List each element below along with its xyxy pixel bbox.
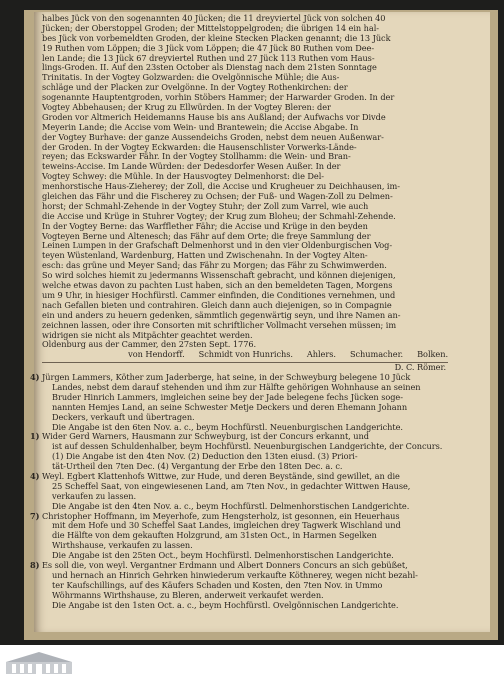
text-line: die Accise und Krüge in Stuhrer Vogtey; der Krug zum Bloheu; der Schmahl-Zehende. bbox=[42, 210, 396, 221]
document-text bbox=[30, 13, 488, 610]
entry-line: mit dem Hofe und 30 Scheffel Saat Landes, imgleichen drey Tagwerk Wischland und bbox=[52, 520, 401, 531]
entry-number: 7) bbox=[30, 510, 40, 521]
entry-line: Die Angabe ist den 6ten Nov. a. c., beym Hochfürstl. Neuenburgischen Landgerichte. bbox=[52, 421, 403, 432]
entry-number: 4) bbox=[30, 372, 40, 383]
text-line: esch: das grüne und Meyer Sand; das Fähr zu Morgen; das Fähr zu Schwimwerden. bbox=[42, 260, 387, 271]
rubric-name: D. C. Römer. bbox=[394, 362, 446, 373]
text-line: der Vogtey Burhave: der ganze Aussendeichs Groden, nebst dem neuen Außenwar- bbox=[42, 131, 384, 142]
announcement-entry bbox=[30, 470, 488, 512]
text-line: sogenannte Hauptentgroden, vorhin Stöbers Hammer; der Harwarder Groden. In der bbox=[42, 92, 395, 103]
viewer-footer bbox=[0, 645, 504, 679]
signatory-name: Ahlers. bbox=[306, 349, 336, 360]
entry-line bbox=[30, 560, 488, 571]
text-line: Meyerin Lande; die Accise vom Wein- und Brantewein; die Accise Abgabe. In bbox=[42, 121, 359, 132]
text-line: widrigen sie nicht als Mitpächter geachtet werden. bbox=[42, 329, 253, 340]
announcement-entry bbox=[30, 372, 488, 432]
text-line: len Lande; die 13 Jück 67 dreyviertel Ruthen und 27 Jück 113 Ruthen vom Haus- bbox=[42, 52, 375, 63]
text-line: 19 Ruthen vom Löppen; die 3 Jück vom Löppen; die 47 Jück 80 Ruthen vom Dee- bbox=[42, 42, 375, 53]
text-line: bes Jück von vorbemeldten Groden, der kleine Stecken Placken genannt; die 13 Jück bbox=[42, 32, 391, 43]
text-line: Jücken; der Oberstoppel Groden; der Mittelstoppelgroden; die übrigen 14 ein hal- bbox=[42, 22, 380, 33]
signatory-name: Schmidt von Hunrichs. bbox=[198, 349, 293, 360]
text-line: schläge und der Placken zur Ovelgönne. In der Vogtey Rothenkirchen: der bbox=[42, 82, 348, 93]
text-line: Trinitatis. In der Vogtey Golzwarden: die Ovelgönnische Mühle; die Aus- bbox=[42, 72, 340, 83]
text-line: zeichnen lassen, oder ihre Consorten mit schriftlicher Vollmacht versehen müssen; im bbox=[42, 319, 397, 330]
text-line: teweins-Accise. Im Lande Würden: der Dedesdorfer Wesen Außer. In der bbox=[42, 161, 341, 172]
entry-number: 4) bbox=[30, 470, 40, 481]
entry-line bbox=[30, 431, 488, 442]
text-line: halbes Jück von den sogenannten 40 Jücken; die 11 dreyviertel Jück von solchen 40 bbox=[42, 13, 386, 23]
entry-line: Bruder Hinrich Lammers, imgleichen seine bey der Jade belegene fechs Jücken soge- bbox=[52, 391, 403, 402]
signatory-name: Bolken. bbox=[417, 349, 448, 360]
entry-number: 1) bbox=[30, 431, 40, 442]
entry-line: Deckers, verkauft und übertragen. bbox=[52, 411, 195, 422]
entry-text: Jürgen Lammers, Köther zum Jaderberge, hat seine, in der Schweyburg belegene 10 Jück bbox=[42, 372, 411, 383]
signatory-name: von Hendorff. bbox=[128, 349, 185, 360]
announcement-entries bbox=[30, 372, 488, 610]
entry-line bbox=[30, 510, 488, 522]
entry-line bbox=[30, 470, 488, 482]
text-line: Leinen Lumpen in der Grafschaft Delmenhorst und in den vier Oldenburgischen Vog- bbox=[42, 240, 393, 251]
entry-line: (1) Die Angabe ist den 4ten Nov. (2) Deduction den 13ten eiusd. (3) Priori- bbox=[52, 451, 358, 462]
entry-text: Es soll die, von weyl. Vergantner Erdmann und Albert Donners Concurs an sich gebüßet, bbox=[42, 560, 408, 570]
entry-line: ist auf dessen Schuldenhalber, beym Hochfürstl. Neuenburgischen Landgerichte, der Concurs. bbox=[52, 441, 443, 452]
entry-line: verkaufen zu lassen. bbox=[52, 490, 137, 501]
text-line: Groden vor Altmerich Heidemanns Hause bis ans Außland; der Aufwachs vor Divde bbox=[42, 111, 386, 122]
text-line: So wird solches hiemit zu jedermanns Wissenschaft gebracht, und können diejenigen, bbox=[42, 270, 396, 281]
entry-text: Weyl. Egbert Klattenhofs Wittwe, zur Hude, und deren Beystände, sind gewillet, an die bbox=[42, 470, 400, 481]
entry-text: Wider Gerd Warners, Hausmann zur Schweyburg, ist der Concurs erkannt, und bbox=[42, 431, 369, 442]
text-line: welche etwas davon zu pachten Lust haben, sich an den bemeldeten Tagen, Morgens bbox=[42, 280, 393, 291]
announcement-entry bbox=[30, 431, 488, 472]
text-line: um 9 Uhr, in hiesiger Hochfürstl. Cammer einfinden, die Conditiones vernehmen, und bbox=[42, 289, 396, 300]
text-line: menhorstische Haus-Zieherey; der Zoll, die Accise und Krugheuer zu Deichhausen, im- bbox=[42, 181, 400, 192]
entry-line: ter Kaufschillings, auf des Käufers Schaden und Kosten, den 7ten Nov. in Ummo bbox=[52, 579, 383, 590]
text-line: ein und anders zu heuern gedenken, sämmtlich gegenwärtig seyn, und ihre Namen an- bbox=[42, 309, 401, 320]
entry-line: Wöhrmanns Wirthshause, zu Bleren, anderweit verkaufet werden. bbox=[52, 589, 324, 600]
signatory-name: Schumacher. bbox=[349, 349, 404, 360]
entry-line: 25 Scheffel Saat, von eingewiesenen Land, am 7ten Nov., in gedachter Wittwen Hause, bbox=[52, 480, 411, 491]
entry-number: 8) bbox=[30, 560, 40, 570]
text-line: lings-Groden. II. Auf den 23sten October als Dienstag nach dem 21sten Sonntage bbox=[42, 62, 377, 73]
entry-line: tät-Urtheil den 7ten Dec. (4) Vergantung der Erbe den 18ten Dec. a. c. bbox=[52, 461, 343, 472]
text-line: horst; der Schmahl-Zehende in der Vogtey Stuhr; der Zoll zum Varrel, wie auch bbox=[42, 200, 369, 211]
entry-line: die Hälfte von dem gekauften Holzgrund, am 31sten Oct., in Harmen Segelken bbox=[52, 530, 377, 541]
text-line: In der Vogtey Berne: das Warfflether Fähr; die Accise und Krüge in den beyden bbox=[42, 220, 368, 231]
upper-section bbox=[42, 14, 488, 350]
library-building-icon bbox=[4, 650, 74, 676]
text-line: gleichen das Fähr und die Fischerey zu Ochsen; der Fuß- und Wagen-Zoll zu Delmen- bbox=[42, 191, 393, 202]
entry-line: Die Angabe ist den 1sten Oct. a. c., beym Hochfürstl. Ovelgönnischen Landgerichte. bbox=[52, 599, 399, 610]
announcement-entry bbox=[30, 560, 488, 610]
text-line: Vogteyen Berne und Altenesch; das Fähr auf dem Orte; die freye Sammlung der bbox=[42, 230, 371, 241]
entry-line: Die Angabe ist den 25ten Oct., beym Hochfürstl. Delmenhorstischen Landgerichte. bbox=[52, 550, 394, 561]
text-line: Oldenburg aus der Cammer, den 27sten Sept. 1776. bbox=[42, 339, 257, 350]
text-line: reyen; das Eckswarder Fähr. In der Vogtey Stollhamm: die Wein- und Bran- bbox=[42, 151, 351, 162]
entry-line: nannten Hemjes Land, an seine Schwester Metje Deckers und deren Ehemann Johann bbox=[52, 401, 408, 412]
entry-line: Die Angabe ist den 4ten Nov. a. c., beym Hochfürstl. Delmenhorstischen Landgerichte. bbox=[52, 500, 410, 511]
entry-line bbox=[30, 372, 488, 383]
text-line: Vogtey Schwey: die Mühle. In der Hausvogtey Delmenhorst: die Del- bbox=[42, 171, 325, 182]
text-line: nach Gefallen bieten und contrahiren. Gleich dann auch diejenigen, so in Compagnie bbox=[42, 299, 392, 310]
text-line: der Groden. In der Vogtey Eckwarden: die Hausenschlister Vorwerks-Lände- bbox=[42, 141, 357, 152]
announcement-entry bbox=[30, 510, 488, 561]
entry-line: Landes, nebst dem darauf stehenden und ihm zur Hälfte gehörigen Wohnhause an seinen bbox=[52, 381, 421, 392]
signatories-line bbox=[42, 350, 488, 360]
text-line: Vogtey Abbehausen; der Krug zu Ellwürden. In der Vogtey Bleren: der bbox=[42, 102, 331, 113]
text-line: teyen Wüstenland, Wardenburg, Hatten und Zwischenahn. In der Vogtey Alten- bbox=[42, 250, 368, 261]
entry-line: Wirthshause, verkaufen zu lassen. bbox=[52, 540, 193, 551]
entry-line: und hernach an Hinrich Gehrken hinwiederum verkaufte Köthnerey, wegen nicht bezahl- bbox=[52, 569, 418, 580]
entry-text: Christopher Hoffmann, im Meyerhofe, zum Hengsterholz, ist gesonnen, ein Heuerhaus bbox=[42, 510, 400, 521]
